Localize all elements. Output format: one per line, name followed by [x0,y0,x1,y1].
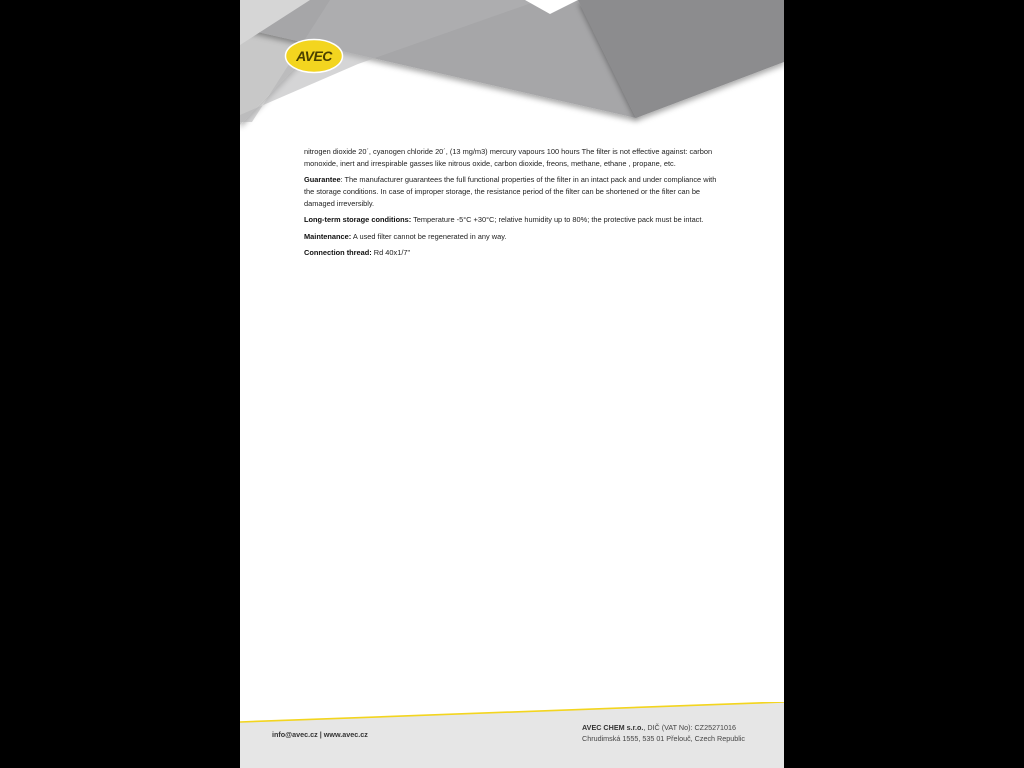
company-line [582,723,745,734]
maintenance-paragraph [304,231,722,243]
contact-info: info@avec.cz | www.avec.cz [272,730,368,739]
document-page [240,0,784,768]
company-address: Chrudimská 1555, 535 01 Přelouč, Czech Republic [582,733,746,743]
storage-label: Long-term storage conditions: [304,215,412,225]
maintenance-label: Maintenance: [304,231,352,241]
vat-number: , DIČ (VAT No): CZ25271016 [643,723,737,732]
document-body [304,146,722,263]
company-name: AVEC CHEM s.r.o. [582,723,644,732]
connection-thread-text: Rd 40x1/7" [371,247,411,257]
avec-logo [284,38,344,74]
storage-paragraph [304,214,722,226]
guarantee-text: : The manufacturer guarantees the full functional properties of the filter in an intact pack and under compliance with the storage conditions. In case of improper storage, the resistance period of the filter can be shortened or the filter can be damaged irreversibly. [304,175,717,208]
connection-thread-label: Connection thread: [304,247,372,257]
maintenance-text: A used filter cannot be regenerated in any way. [351,231,507,241]
company-info [582,723,745,744]
filter-limits-text: nitrogen dioxide 20´, cyanogen chloride 20´, (13 mg/m3) mercury vapours 100 hours The filter is not effective against: carbon monoxide, inert and irrespirable gasses like nitrous oxide, carbon dioxide, freons, methane, ethane , propane, etc. [304,147,713,168]
logo-text: AVEC [296,48,332,64]
page-footer [240,702,784,768]
filter-limits-paragraph [304,146,722,170]
guarantee-paragraph [304,174,722,209]
connection-thread-paragraph [304,247,722,259]
storage-text: Temperature -5°C +30°C; relative humidity up to 80%; the protective pack must be intact. [411,215,704,225]
guarantee-label: Guarantee [304,175,341,185]
